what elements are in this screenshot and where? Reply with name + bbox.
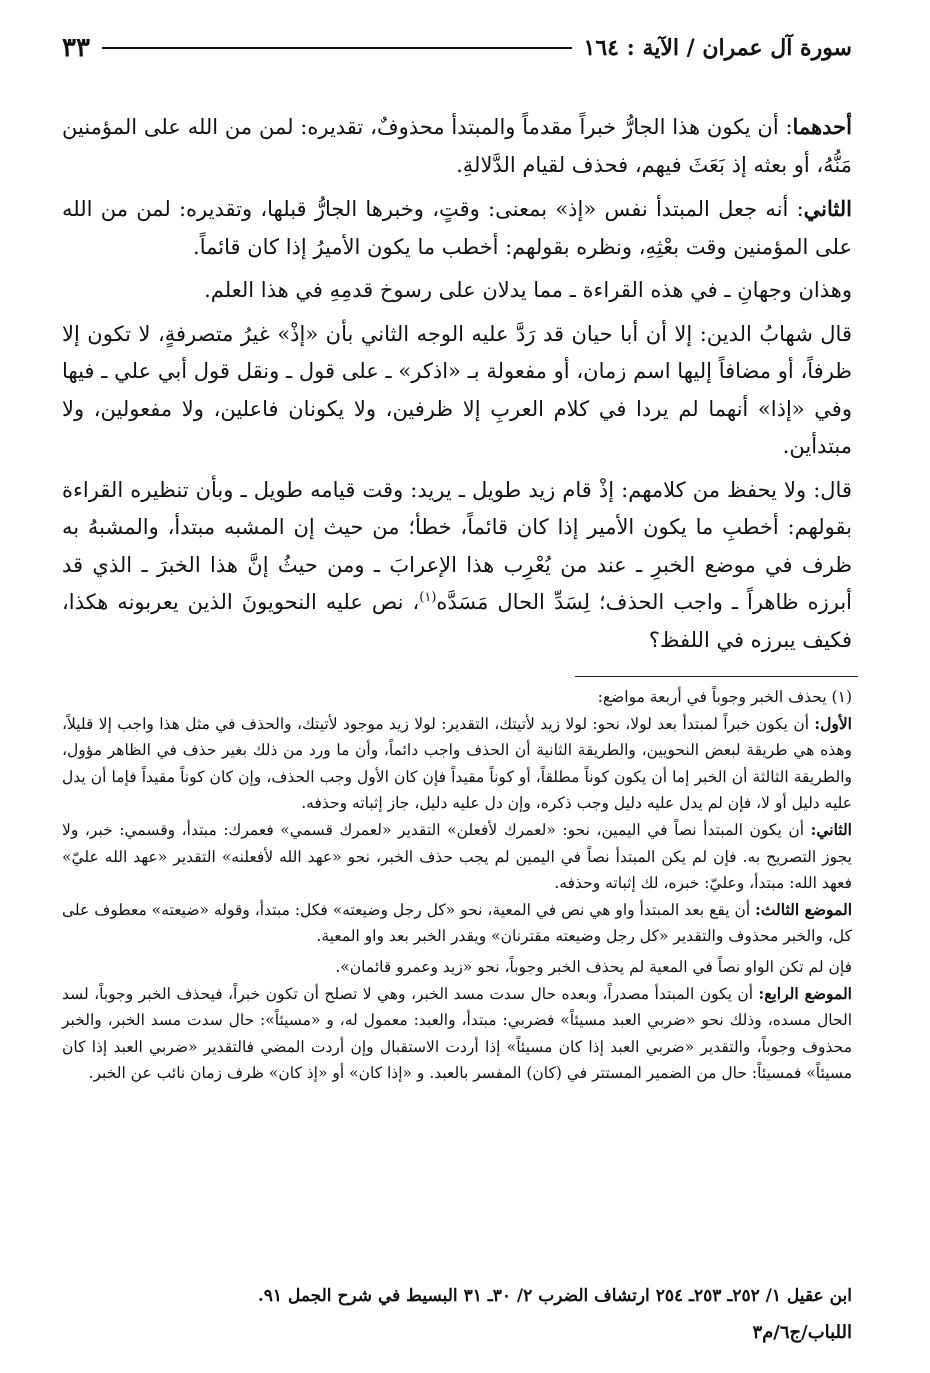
- running-title: سورة آل عمران / الآية : ١٦٤: [583, 35, 852, 61]
- page-number: ٣٣: [62, 33, 90, 63]
- footnote-fourth-case: [62, 981, 852, 1087]
- paragraph-text: : أن يكون هذا الجارُّ خبراً مقدماً والمبتدأ محذوفٌ، تقديره: لمن من الله على المؤمنين مَنُّهُ، أو بعثه إذ بَعَثَ فيهم، فحذف لقيام الدَّلالةِ.: [62, 115, 852, 177]
- footnote-third-case: [62, 897, 852, 950]
- paragraph-lead: الثاني: [803, 196, 852, 221]
- paragraph-text: قال: ولا يحفظ من كلامهم: إذْ قام زيد طويل ـ يريد: وقت قيامه طويل ـ وبأن تنظيره القراءة بقولهم: أخطبِ ما يكون الأمير إذا كان قائماً، خطأ؛ من حيث إن المشبه مبتدأ، والمشبهُ به ظرف في موضع الخبرِ ـ عند من يُعْرِب هذا الإعرابَ ـ ومن حيثُ إنَّ هذا الخبرَ ـ الذي قد أبرزه ظاهراً ـ واجب الحذف؛ لِسَدِّ الحال مَسَدَّه: [62, 477, 852, 614]
- footnote-lead: الموضع الرابع:: [758, 983, 852, 1003]
- paragraph-abu-hayyan-quote: [62, 472, 852, 660]
- footnote-third-remark: فإن لم تكن الواو نصاً في المعية لم يحذف الخبر وجوباً، نحو «زيد وعمرو قائمان».: [335, 957, 852, 976]
- footnote-separator: [575, 676, 858, 677]
- signature-mark: اللباب/ج٦/م٣: [752, 1322, 852, 1343]
- footnote-first-case: [62, 711, 852, 817]
- paragraph-text: ، نص عليه النحويونَ الذين يعربونه هكذا، فكيف يبرزه في اللفظ؟: [62, 590, 852, 652]
- footnote-lead: الموضع الثالث:: [755, 899, 852, 919]
- footnote-text: أن يكون خبراً لمبتدأ بعد لولا، نحو: لولا زيد لأتيتك، التقدير: لولا زيد موجود لأتيتك، والحذف في مثل هذا واجب إلا قليلاً، وهذه هي طريقة لبعض النحويين، والطريقة الثانية أن الحذف واجب دائماً، وأن ما ورد من ذلك بغير حذف في الظاهر مؤول، والطريقة الثالثة أن الخبر إما أن يكون كوناً مطلقاً، أو كوناً مقيداً فإن كان الأول وجب الحذف، وإن كان كوناً مقيداً فإما أن يدل عليه دليل أو لا، فإن لم يدل عليه دليل وجب ذكره، وإن دل عليه دليل، جاز إثباته وحذفه.: [62, 714, 852, 813]
- footnote-lead: الثاني:: [810, 819, 852, 839]
- footnote-text: أن يقع بعد المبتدأ واو هي نص في المعية، نحو «كل رجل وضيعته» فكل: مبتدأ، وقوله «ضيعته» معطوف على كل، والخبر محذوف والتقدير «كل رجل وضيعته مقترنان» ويقدر الخبر بعد واو المعية.: [62, 900, 852, 946]
- main-text: [62, 108, 852, 665]
- footnote-sources: ابن عقيل ١/ ٢٥٢ـ ٢٥٣ـ ٢٥٤ ارتشاف الضرب ٢/ ٣٠ـ ٣١ البسيط في شرح الجمل ٩١.: [257, 1286, 852, 1306]
- paragraph-lead: أحدهما: [792, 114, 852, 139]
- paragraph-abu-hayyan-objection: قال شهابُ الدين: إلا أن أبا حيان قد رَدَّ عليه الوجه الثاني بأن «إذْ» غيرُ متصرفةٍ، لا تكون إلا ظرفاً، أو مضافاً إليها اسم زمان، أو مفعولة بـ «اذكر» ـ على قول ـ ونقل قول أبي علي ـ فيها وفي «إذا» أنهما لم يردا في كلام العربِ إلا ظرفين، ولا يكونان فاعلين، ولا مفعولين، ولا مبتدأين.: [62, 321, 852, 458]
- footnotes: [62, 684, 852, 1087]
- paragraph-remark: وهذان وجهانِ ـ في هذه القراءة ـ مما يدلان على رسوخ قدمِهِ في هذا العلم.: [204, 278, 852, 302]
- paragraph-second-view: [62, 190, 852, 266]
- footnote-second-case: [62, 817, 852, 897]
- paragraph-first-view: [62, 108, 852, 184]
- footnote-lead: الأول:: [814, 713, 852, 733]
- footnote-text: أن يكون المبتدأ نصاً في اليمين، نحو: «لعمرك لأفعلن» التقدير «لعمرك قسمي» فعمرك: مبتدأ، وقسمي: خبر، ولا يجوز التصريح به. فإن لم يكن المبتدأ نصاً في اليمين لم يجب حذف الخبر، نحو «عهد الله لأفعلنه» التقدير «عهد الله عليّ» فعهد الله: مبتدأ، وعليّ: خبره، لك إثباته وحذفه.: [62, 820, 852, 893]
- footnote-text: أن يكون المبتدأ مصدراً، وبعده حال سدت مسد الخبر، وهي لا تصلح أن تكون خبراً، فيحذف الخبر وجوباً، لسد الحال مسده، وذلك نحو «ضربي العبد مسيئاً» فضربي: مبتدأ، والعبد: معمول له، و «مسيئاً»: حال سدت مسد الخبر، والخبر محذوف وجوباً، والتقدير «ضربي العبد إذا كان مسيئاً» إذا أردت الاستقبال وإن أردت المضي فالتقدير «ضربي العبد إذا كان مسيئاً» فمسيئاً: حال من الضمير المستتر في (كان) المفسر بالعبد. و «إذا كان» أو «إذ كان» ظرف زمان نائب عن الخبر.: [62, 984, 852, 1083]
- footnote-intro: (١) يحذف الخبر وجوباً في أربعة مواضع:: [597, 688, 852, 706]
- footnote-reference[interactable]: (١): [419, 590, 437, 605]
- header-rule: [102, 47, 572, 49]
- paragraph-text: : أنه جعل المبتدأ نفس «إذ» بمعنى: وقتٍ، وخبرها الجارُّ قبلها، وتقديره: لمن من الله على المؤمنين وقت بعْثِهِ، ونظره بقولهم: أخطب ما يكون الأميرُ إذا كان قائماً.: [62, 197, 852, 259]
- page-header: [62, 30, 852, 66]
